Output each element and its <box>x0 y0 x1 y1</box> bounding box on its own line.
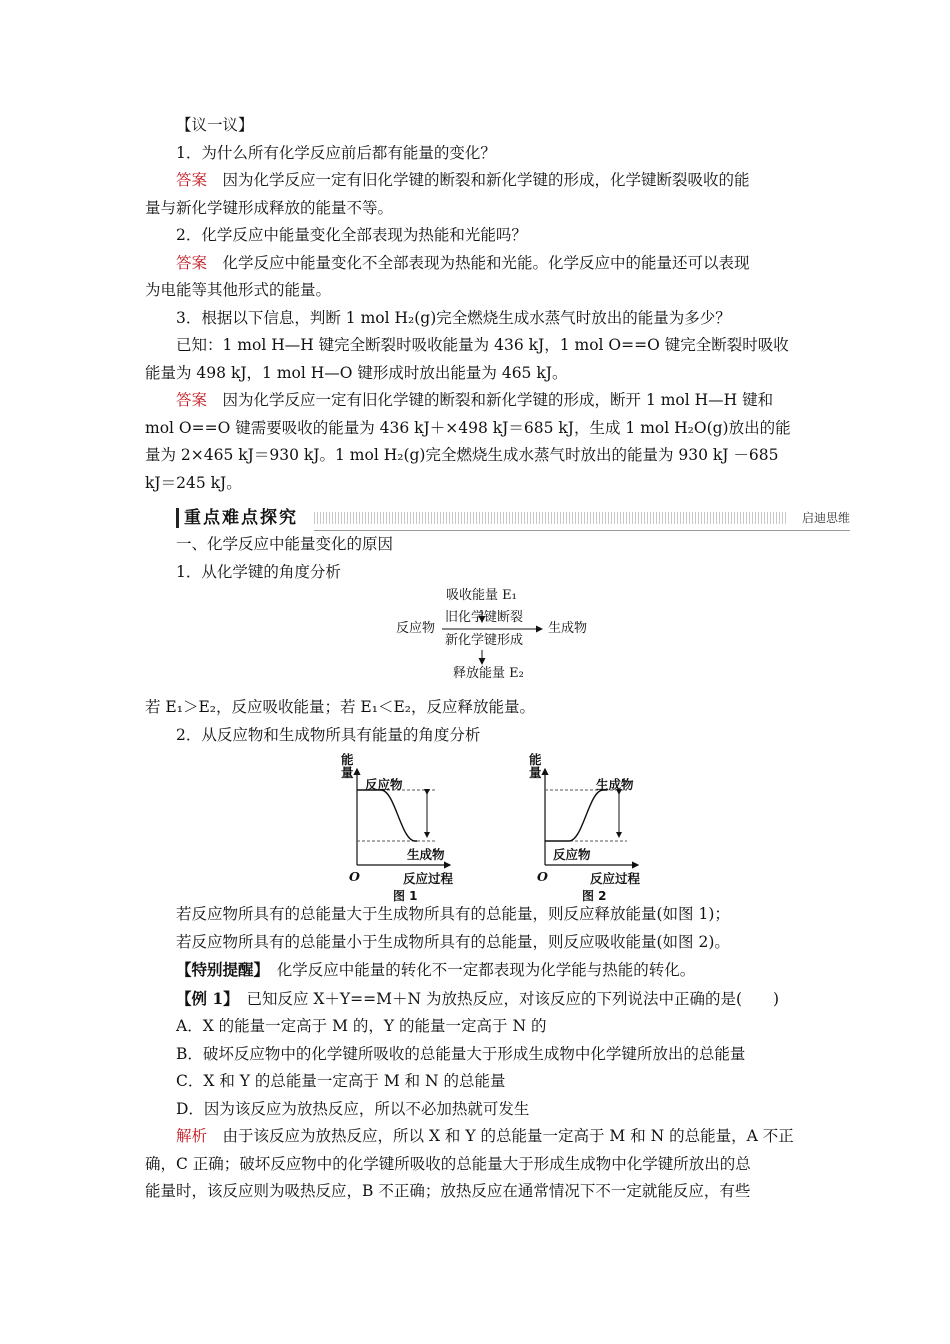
tip-label: 【特别提醒】 <box>176 960 262 979</box>
given-line-1: 已知：1 mol H—H 键完全断裂时吸收能量为 436 kJ，1 mol O==O 键完全断裂时吸收 <box>176 336 789 354</box>
answer-1-text: 因为化学反应一定有旧化学键的断裂和新化学键的形成，化学键断裂吸收的能 <box>207 171 750 189</box>
fig2-x-label: 反应过程 <box>590 871 641 886</box>
fig2-y-label: 能量 <box>529 752 542 780</box>
answer-2-text: 化学反应中能量变化不全部表现为热能和光能。化学反应中的能量还可以表现 <box>207 253 750 272</box>
answer-label: 答案 <box>176 391 208 409</box>
label-product: 生成物 <box>548 621 588 636</box>
answer-3-line-3: 量为 2×465 kJ＝930 kJ。1 mol H₂(g)完全燃烧生成水蒸气时放出的能量为 930 kJ －685 <box>145 446 779 464</box>
analysis-line-3: 能量时，该反应则为吸热反应，B 不正确；放热反应在通常情况下不一定就能反应，有些 <box>145 1182 751 1200</box>
fig1-bottom-label: 生成物 <box>407 847 445 862</box>
label-absorb: 吸收能量 E₁ <box>446 588 517 603</box>
answer-2-line-1 <box>145 250 805 278</box>
energy-figures <box>145 749 805 901</box>
question-1: 1．为什么所有化学反应前后都有能量的变化？ <box>176 143 496 162</box>
example-label: 【例 1】 <box>176 988 231 1008</box>
fig2-top-label: 生成物 <box>596 777 634 792</box>
option-a: A．X 的能量一定高于 M 的，Y 的能量一定高于 N 的 <box>176 1017 547 1035</box>
conclusion-energy-1: 若反应物所具有的总能量大于生成物所具有的总能量，则反应释放能量(如图 1)； <box>176 905 730 923</box>
option-c: C．X 和 Y 的总能量一定高于 M 和 N 的总能量 <box>176 1072 506 1090</box>
section-marker <box>176 508 179 528</box>
analysis-label: 解析 <box>176 1127 208 1145</box>
answer-3-line-4: kJ＝245 kJ。 <box>145 473 242 492</box>
analysis-line-1 <box>145 1123 805 1151</box>
answer-3-line-1 <box>145 387 805 415</box>
section-tag: 启迪思维 <box>801 511 850 525</box>
example-stem-text: 已知反应 X＋Y==M＋N 为放热反应，对该反应的下列说法中正确的是( ) <box>230 989 780 1008</box>
label-release: 释放能量 E₂ <box>453 666 524 681</box>
answer-1-line-1 <box>145 167 805 195</box>
fig1-y-label: 能量 <box>341 752 354 780</box>
fig1-origin: O <box>349 869 360 884</box>
answer-2-line-2: 为电能等其他形式的能量。 <box>145 281 332 299</box>
label-reactant: 反应物 <box>396 621 436 636</box>
conclusion-energy-2: 若反应物所具有的总能量小于生成物所具有的总能量，则反应吸收能量(如图 2)。 <box>176 932 730 951</box>
given-line-2: 能量为 498 kJ，1 mol H—O 键形成时放出能量为 465 kJ。 <box>145 363 568 382</box>
fig1-x-label: 反应过程 <box>403 871 454 886</box>
fig1-top-label: 反应物 <box>365 777 403 792</box>
part1-subheading-2: 2．从反应物和生成物所具有能量的角度分析 <box>176 725 481 744</box>
analysis-line-2: 确，C 正确；破坏反应物中的化学键所吸收的总能量大于形成生成物中化学键所放出的总 <box>145 1154 751 1173</box>
section-hatch-decoration <box>314 512 788 524</box>
section-divider <box>314 530 850 531</box>
special-tip <box>145 956 805 985</box>
answer-3-line-2: mol O==O 键需要吸收的能量为 436 kJ＋×498 kJ＝685 kJ，生成 1 mol H₂O(g)放出的能 <box>145 418 791 437</box>
fig2-origin: O <box>537 869 548 884</box>
option-d: D．因为该反应为放热反应，所以不必加热就可发生 <box>176 1099 530 1118</box>
option-b: B．破坏反应物中的化学键所吸收的总能量大于形成生成物中化学键所放出的总能量 <box>176 1044 746 1063</box>
label-form: 新化学键形成 <box>445 633 524 648</box>
answer-label: 答案 <box>176 171 208 189</box>
document-page <box>145 112 850 1206</box>
question-3: 3．根据以下信息，判断 1 mol H₂(g)完全燃烧生成水蒸气时放出的能量为多少？ <box>176 308 731 327</box>
fig1-caption: 图 1 <box>393 889 418 903</box>
example-1-stem <box>145 985 805 1014</box>
answer-label: 答案 <box>176 253 208 272</box>
label-break: 旧化学键断裂 <box>445 610 524 625</box>
part1-subheading-1: 1．从化学键的角度分析 <box>176 562 341 581</box>
energy-profile-svg <box>145 749 805 901</box>
analysis-text: 由于该反应为放热反应，所以 X 和 Y 的总能量一定高于 M 和 N 的总能量，A 不正 <box>207 1127 794 1145</box>
section-header <box>176 505 850 531</box>
part1-heading: 一、化学反应中能量变化的原因 <box>176 535 394 553</box>
discuss-heading: 【议一议】 <box>176 116 254 134</box>
fig2-curve <box>545 790 607 841</box>
fig2-caption: 图 2 <box>582 889 607 903</box>
answer-3-text: 因为化学反应一定有旧化学键的断裂和新化学键的形成，断开 1 mol H—H 键和 <box>207 391 774 409</box>
fig1-curve <box>357 790 417 841</box>
section-title: 重点难点探究 <box>184 508 298 528</box>
answer-1-line-2: 量与新化学键形成释放的能量不等。 <box>145 198 394 217</box>
conclusion-bond: 若 E₁＞E₂，反应吸收能量；若 E₁＜E₂，反应释放能量。 <box>145 698 535 716</box>
fig2-bottom-label: 反应物 <box>553 847 591 862</box>
bond-energy-diagram <box>145 586 805 694</box>
question-2: 2．化学反应中能量变化全部表现为热能和光能吗？ <box>176 226 527 244</box>
tip-text: 化学反应中能量的转化不一定都表现为化学能与热能的转化。 <box>261 961 696 979</box>
